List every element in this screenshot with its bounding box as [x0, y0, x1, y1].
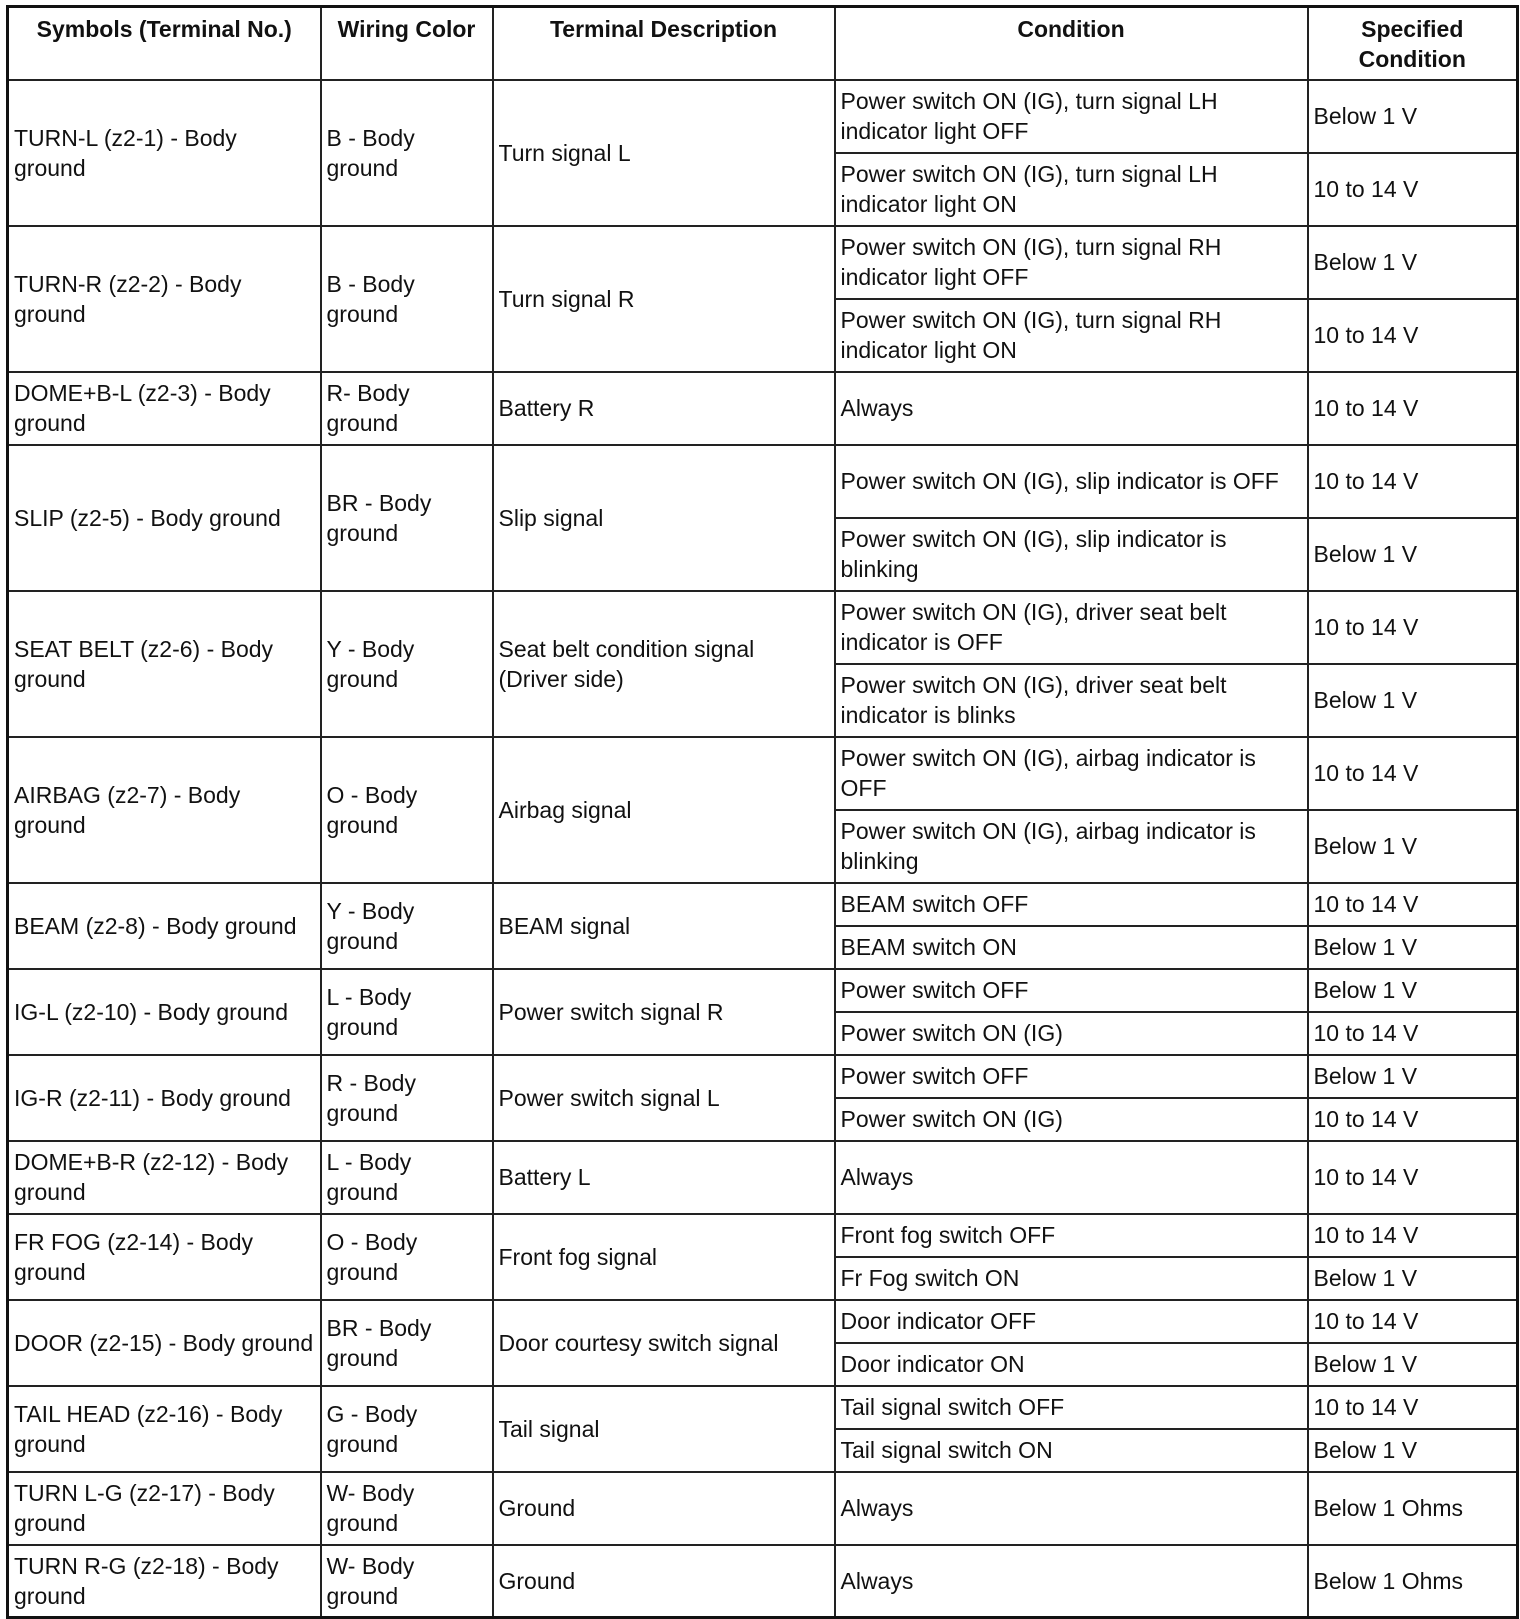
symbol-cell: IG-L (z2-10) - Body ground [8, 969, 321, 1055]
condition-cell: Power switch ON (IG), driver seat belt indicator is OFF [835, 591, 1308, 664]
symbol-cell: TURN L-G (z2-17) - Body ground [8, 1472, 321, 1545]
symbol-cell: TURN-R (z2-2) - Body ground [8, 226, 321, 372]
terminal-description-cell: BEAM signal [493, 883, 835, 969]
specified-condition-cell: Below 1 V [1308, 1257, 1518, 1300]
specified-condition-cell: Below 1 V [1308, 226, 1518, 299]
header-condition: Condition [835, 7, 1308, 80]
condition-cell: Power switch OFF [835, 969, 1308, 1012]
specified-condition-cell: Below 1 V [1308, 518, 1518, 591]
specified-condition-cell: Below 1 V [1308, 969, 1518, 1012]
symbol-cell: DOME+B-R (z2-12) - Body ground [8, 1141, 321, 1214]
condition-cell: Power switch ON (IG), airbag indicator is OFF [835, 737, 1308, 810]
terminal-description-cell: Slip signal [493, 445, 835, 591]
symbol-cell: TAIL HEAD (z2-16) - Body ground [8, 1386, 321, 1472]
wiring-color-cell: BR - Body ground [321, 1300, 493, 1386]
condition-cell: Door indicator ON [835, 1343, 1308, 1386]
condition-cell: Power switch ON (IG), slip indicator is OFF [835, 445, 1308, 518]
specified-condition-cell: Below 1 V [1308, 926, 1518, 969]
terminal-description-cell: Ground [493, 1472, 835, 1545]
wiring-color-cell: L - Body ground [321, 969, 493, 1055]
symbol-cell: AIRBAG (z2-7) - Body ground [8, 737, 321, 883]
terminal-description-cell: Power switch signal L [493, 1055, 835, 1141]
header-specified-condition: Specified Condition [1308, 7, 1518, 80]
wiring-color-cell: B - Body ground [321, 226, 493, 372]
header-symbols: Symbols (Terminal No.) [8, 7, 321, 80]
table-row [8, 445, 1518, 518]
symbol-cell: FR FOG (z2-14) - Body ground [8, 1214, 321, 1300]
wiring-color-cell: R- Body ground [321, 372, 493, 445]
condition-cell: Always [835, 372, 1308, 445]
terminal-description-cell: Turn signal L [493, 80, 835, 226]
wiring-color-cell: B - Body ground [321, 80, 493, 226]
wiring-color-cell: R - Body ground [321, 1055, 493, 1141]
table-row [8, 969, 1518, 1012]
condition-cell: Door indicator OFF [835, 1300, 1308, 1343]
condition-cell: Power switch ON (IG), driver seat belt indicator is blinks [835, 664, 1308, 737]
symbol-cell: SEAT BELT (z2-6) - Body ground [8, 591, 321, 737]
wiring-color-cell: Y - Body ground [321, 591, 493, 737]
symbol-cell: BEAM (z2-8) - Body ground [8, 883, 321, 969]
condition-cell: Always [835, 1545, 1308, 1618]
specified-condition-cell: 10 to 14 V [1308, 372, 1518, 445]
terminal-description-cell: Power switch signal R [493, 969, 835, 1055]
wiring-color-cell: W- Body ground [321, 1545, 493, 1618]
condition-cell: Power switch ON (IG), airbag indicator is blinking [835, 810, 1308, 883]
condition-cell: Power switch ON (IG) [835, 1012, 1308, 1055]
specified-condition-cell: 10 to 14 V [1308, 1300, 1518, 1343]
specified-condition-cell: 10 to 14 V [1308, 153, 1518, 226]
table-row [8, 1055, 1518, 1098]
specified-condition-cell: Below 1 V [1308, 810, 1518, 883]
specified-condition-cell: 10 to 14 V [1308, 591, 1518, 664]
wiring-color-cell: O - Body ground [321, 737, 493, 883]
condition-cell: Tail signal switch OFF [835, 1386, 1308, 1429]
wiring-color-cell: G - Body ground [321, 1386, 493, 1472]
symbol-cell: TURN-L (z2-1) - Body ground [8, 80, 321, 226]
wiring-color-cell: L - Body ground [321, 1141, 493, 1214]
specified-condition-cell: 10 to 14 V [1308, 299, 1518, 372]
wiring-color-cell: Y - Body ground [321, 883, 493, 969]
condition-cell: Power switch ON (IG), turn signal RH indicator light ON [835, 299, 1308, 372]
header-wiring-color: Wiring Color [321, 7, 493, 80]
table-row [8, 1545, 1518, 1618]
table-row [8, 737, 1518, 810]
symbol-cell: SLIP (z2-5) - Body ground [8, 445, 321, 591]
specified-condition-cell: Below 1 V [1308, 1055, 1518, 1098]
table-row [8, 1386, 1518, 1429]
condition-cell: BEAM switch OFF [835, 883, 1308, 926]
table-body [8, 80, 1518, 1618]
terminal-description-cell: Door courtesy switch signal [493, 1300, 835, 1386]
specified-condition-cell: Below 1 V [1308, 1429, 1518, 1472]
table-row [8, 1141, 1518, 1214]
terminal-description-cell: Ground [493, 1545, 835, 1618]
specified-condition-cell: 10 to 14 V [1308, 1214, 1518, 1257]
terminal-description-cell: Turn signal R [493, 226, 835, 372]
terminal-description-cell: Battery L [493, 1141, 835, 1214]
table-row [8, 883, 1518, 926]
condition-cell: Tail signal switch ON [835, 1429, 1308, 1472]
specified-condition-cell: 10 to 14 V [1308, 1012, 1518, 1055]
wiring-color-cell: W- Body ground [321, 1472, 493, 1545]
specified-condition-cell: Below 1 V [1308, 1343, 1518, 1386]
table-row [8, 1214, 1518, 1257]
table-row [8, 1300, 1518, 1343]
condition-cell: Power switch ON (IG), turn signal LH indicator light OFF [835, 80, 1308, 153]
condition-cell: Power switch ON (IG), turn signal LH indicator light ON [835, 153, 1308, 226]
condition-cell: Power switch ON (IG), slip indicator is blinking [835, 518, 1308, 591]
specified-condition-cell: Below 1 V [1308, 664, 1518, 737]
table-row [8, 372, 1518, 445]
specified-condition-cell: 10 to 14 V [1308, 1386, 1518, 1429]
terminal-description-cell: Airbag signal [493, 737, 835, 883]
symbol-cell: TURN R-G (z2-18) - Body ground [8, 1545, 321, 1618]
table-row [8, 80, 1518, 153]
terminal-description-cell: Battery R [493, 372, 835, 445]
symbol-cell: DOOR (z2-15) - Body ground [8, 1300, 321, 1386]
table-row [8, 591, 1518, 664]
condition-cell: Always [835, 1472, 1308, 1545]
specified-condition-cell: Below 1 Ohms [1308, 1472, 1518, 1545]
symbol-cell: DOME+B-L (z2-3) - Body ground [8, 372, 321, 445]
specified-condition-cell: 10 to 14 V [1308, 445, 1518, 518]
header-row [8, 7, 1518, 80]
terminal-description-cell: Seat belt condition signal (Driver side) [493, 591, 835, 737]
wiring-color-cell: BR - Body ground [321, 445, 493, 591]
wiring-color-cell: O - Body ground [321, 1214, 493, 1300]
table-row [8, 1472, 1518, 1545]
specified-condition-cell: Below 1 V [1308, 80, 1518, 153]
condition-cell: BEAM switch ON [835, 926, 1308, 969]
specified-condition-cell: 10 to 14 V [1308, 883, 1518, 926]
condition-cell: Power switch OFF [835, 1055, 1308, 1098]
symbol-cell: IG-R (z2-11) - Body ground [8, 1055, 321, 1141]
terminal-description-cell: Front fog signal [493, 1214, 835, 1300]
specified-condition-cell: Below 1 Ohms [1308, 1545, 1518, 1618]
specified-condition-cell: 10 to 14 V [1308, 737, 1518, 810]
terminal-description-cell: Tail signal [493, 1386, 835, 1472]
terminal-spec-table [6, 5, 1519, 1619]
condition-cell: Fr Fog switch ON [835, 1257, 1308, 1300]
specified-condition-cell: 10 to 14 V [1308, 1098, 1518, 1141]
condition-cell: Power switch ON (IG), turn signal RH indicator light OFF [835, 226, 1308, 299]
condition-cell: Power switch ON (IG) [835, 1098, 1308, 1141]
condition-cell: Always [835, 1141, 1308, 1214]
specified-condition-cell: 10 to 14 V [1308, 1141, 1518, 1214]
header-terminal-description: Terminal Description [493, 7, 835, 80]
condition-cell: Front fog switch OFF [835, 1214, 1308, 1257]
table-row [8, 226, 1518, 299]
